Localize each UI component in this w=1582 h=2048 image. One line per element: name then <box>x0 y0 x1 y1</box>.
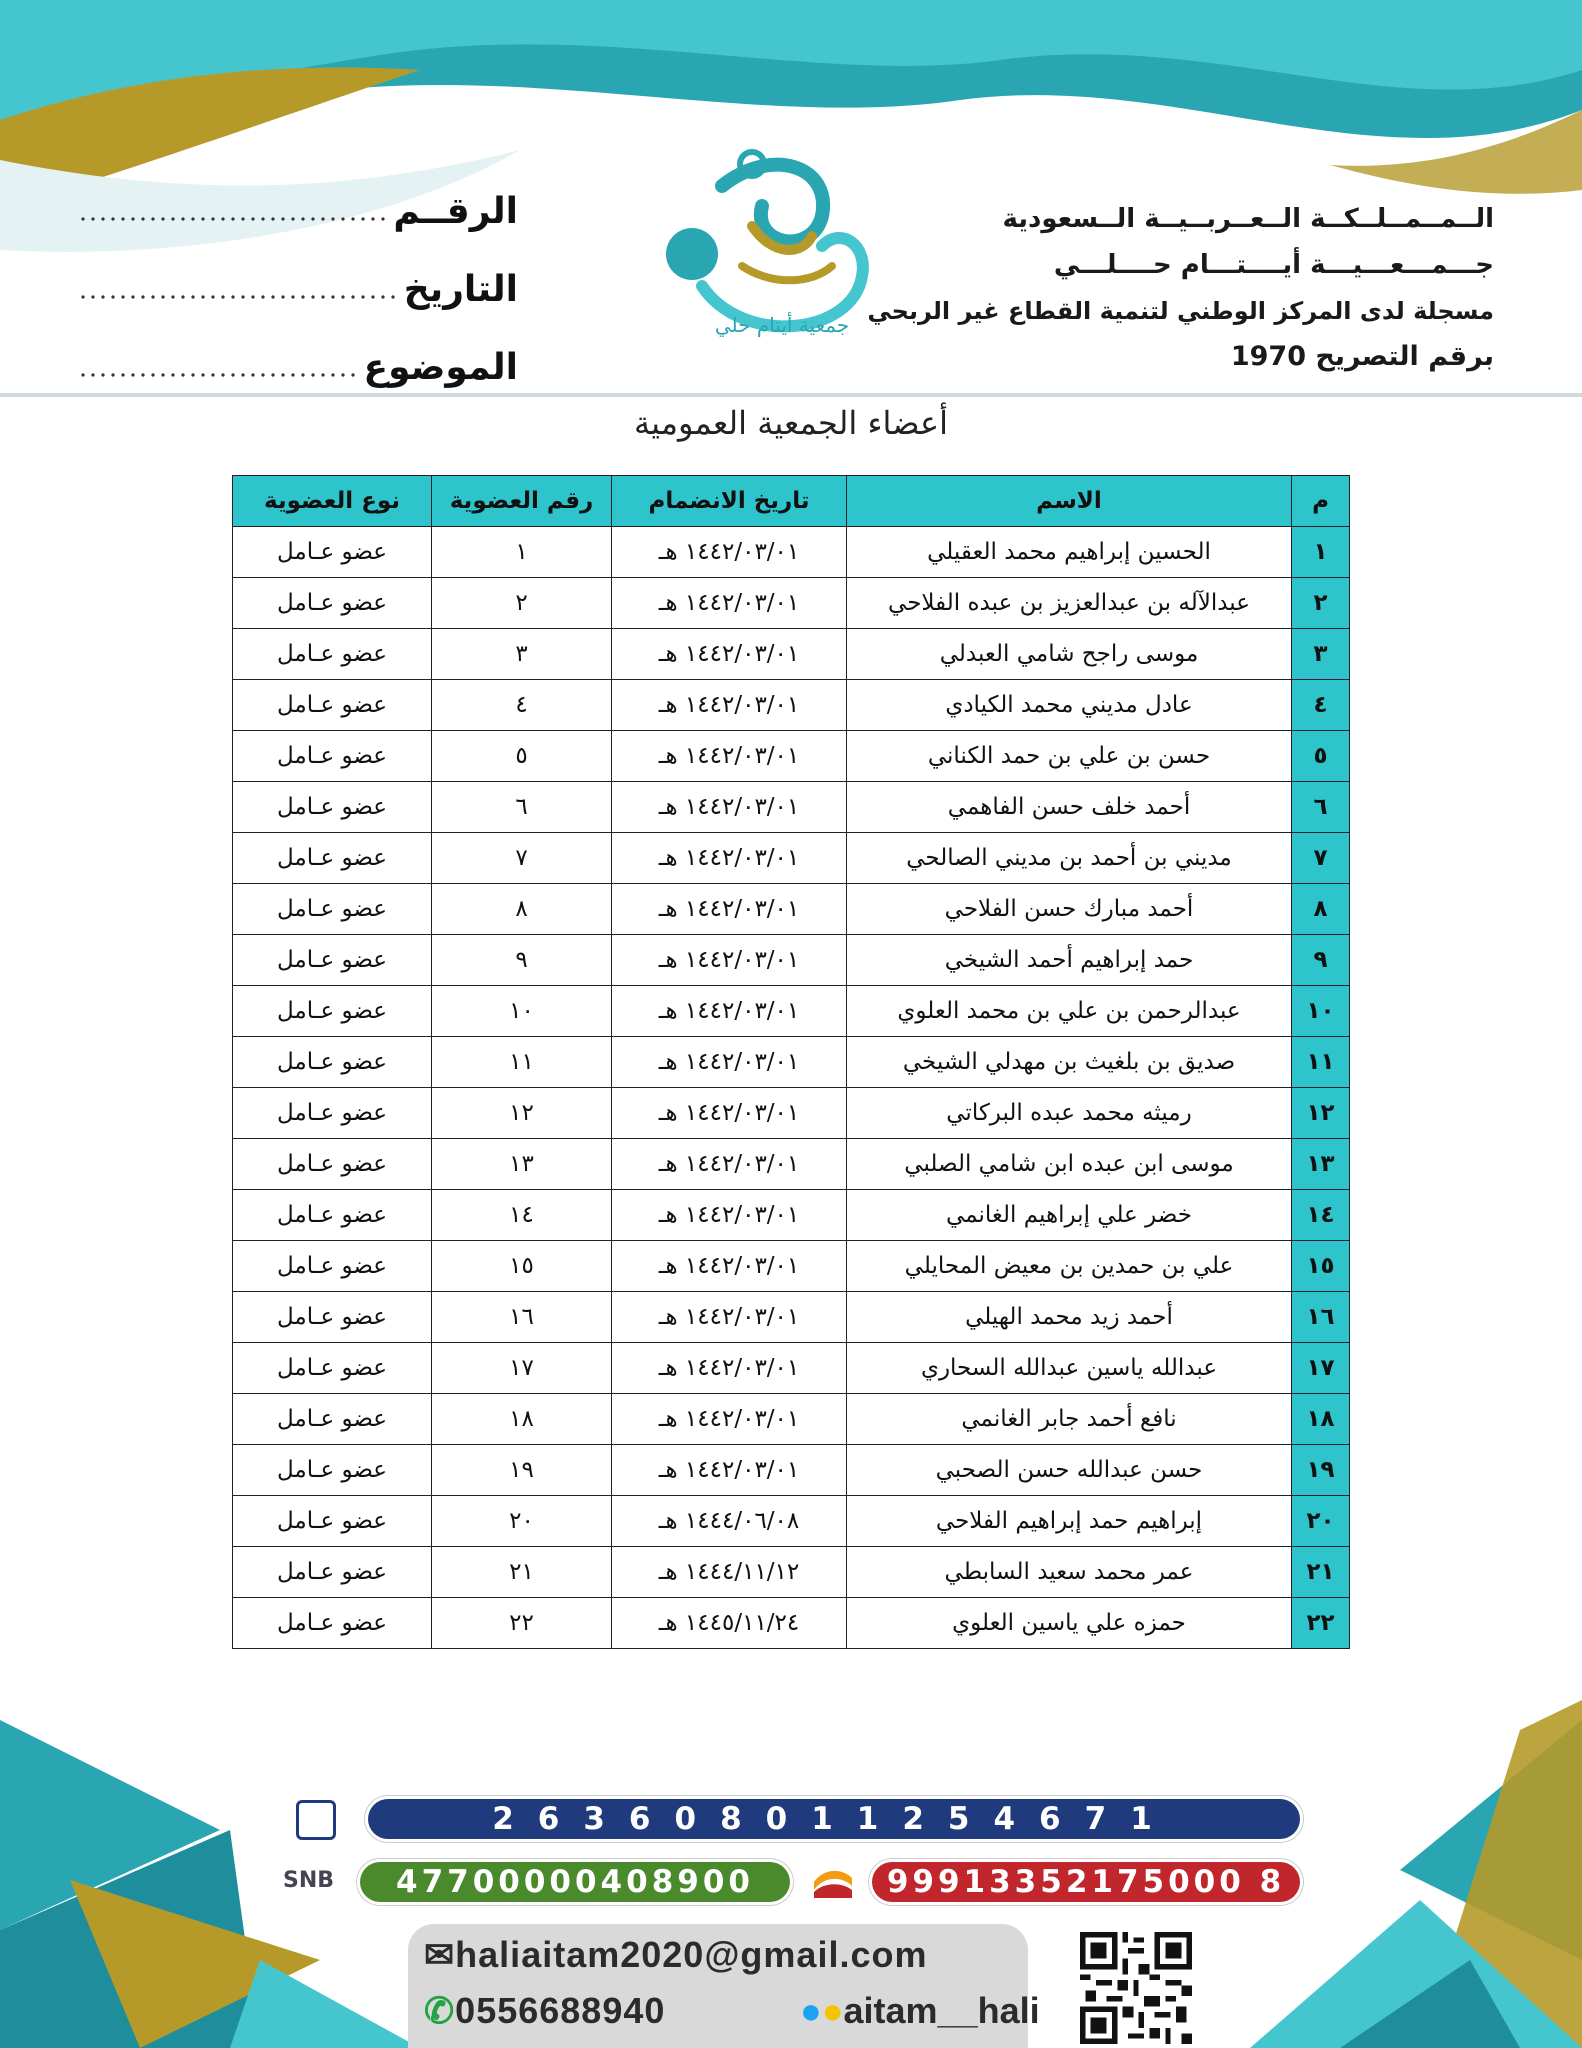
member-no-cell: ٢٠ <box>432 1496 612 1547</box>
header-divider <box>0 393 1582 397</box>
join-date-cell: ١٤٤٢/٠٣/٠١ هـ <box>612 935 847 986</box>
member-no-cell: ١ <box>432 527 612 578</box>
table-row <box>233 1598 1350 1649</box>
member-no-cell: ٢٢ <box>432 1598 612 1649</box>
table-row <box>233 629 1350 680</box>
member-no-cell: ٣ <box>432 629 612 680</box>
member-seq-cell: ٢ <box>1292 578 1350 629</box>
phone-number[interactable] <box>424 1990 665 2032</box>
member-seq-cell: ١٤ <box>1292 1190 1350 1241</box>
join-date-cell: ١٤٤٢/٠٣/٠١ هـ <box>612 1445 847 1496</box>
join-date-cell: ١٤٤٢/٠٣/٠١ هـ <box>612 1088 847 1139</box>
member-type-cell: عضو عـامل <box>233 1241 432 1292</box>
member-name-cell: نافع أحمد جابر الغانمي <box>847 1394 1292 1445</box>
ref-number-dots <box>78 216 385 222</box>
member-name-cell: علي بن حمدين بن معيض المحايلي <box>847 1241 1292 1292</box>
join-date-cell: ١٤٤٢/٠٣/٠١ هـ <box>612 578 847 629</box>
license-number: برقم التصريح 1970 <box>1230 341 1494 372</box>
member-name-cell: الحسين إبراهيم محمد العقيلي <box>847 527 1292 578</box>
bank-logo-icon <box>296 1800 336 1840</box>
member-seq-cell: ٢٠ <box>1292 1496 1350 1547</box>
member-no-cell: ١١ <box>432 1037 612 1088</box>
member-name-cell: خضر علي إبراهيم الغانمي <box>847 1190 1292 1241</box>
phone-text: 0556688940 <box>455 1990 666 2031</box>
member-name-cell: صديق بن بلغيث بن مهدلي الشيخي <box>847 1037 1292 1088</box>
member-no-cell: ١٥ <box>432 1241 612 1292</box>
member-no-cell: ٤ <box>432 680 612 731</box>
member-name-cell: حمزه علي ياسين العلوي <box>847 1598 1292 1649</box>
member-name-cell: عبدالله ياسين عبدالله السحاري <box>847 1343 1292 1394</box>
member-type-cell: عضو عـامل <box>233 527 432 578</box>
table-row <box>233 1496 1350 1547</box>
join-date-cell: ١٤٤٢/٠٣/٠١ هـ <box>612 1037 847 1088</box>
ref-date-dots <box>78 294 396 300</box>
member-seq-cell: ٧ <box>1292 833 1350 884</box>
member-type-cell: عضو عـامل <box>233 1547 432 1598</box>
table-row <box>233 1394 1350 1445</box>
member-no-cell: ٧ <box>432 833 612 884</box>
table-row <box>233 833 1350 884</box>
table-row <box>233 884 1350 935</box>
join-date-cell: ١٤٤٢/٠٣/٠١ هـ <box>612 782 847 833</box>
member-seq-cell: ٩ <box>1292 935 1350 986</box>
member-seq-cell: ١٩ <box>1292 1445 1350 1496</box>
table-row <box>233 986 1350 1037</box>
bank-account-blue: 263608011254671 <box>368 1799 1300 1839</box>
social-text: aitam__hali <box>843 1990 1040 2031</box>
member-type-cell: عضو عـامل <box>233 578 432 629</box>
member-type-cell: عضو عـامل <box>233 1343 432 1394</box>
member-type-cell: عضو عـامل <box>233 986 432 1037</box>
member-type-cell: عضو عـامل <box>233 1394 432 1445</box>
reference-fields <box>78 172 518 406</box>
ref-number-label: الرقــم <box>393 190 518 232</box>
join-date-cell: ١٤٤٢/٠٣/٠١ هـ <box>612 1241 847 1292</box>
table-row <box>233 578 1350 629</box>
header-join-date: تاريخ الانضمام <box>612 476 847 527</box>
member-no-cell: ١٢ <box>432 1088 612 1139</box>
ref-number-row <box>78 172 518 250</box>
join-date-cell: ١٤٤٢/٠٣/٠١ هـ <box>612 833 847 884</box>
member-type-cell: عضو عـامل <box>233 731 432 782</box>
table-row <box>233 1241 1350 1292</box>
ref-date-label: التاريخ <box>403 268 518 310</box>
member-no-cell: ٨ <box>432 884 612 935</box>
ref-subject-label: الموضوع <box>363 346 518 388</box>
email-address[interactable]: ✉haliaitam2020@gmail.com <box>424 1934 928 1975</box>
member-seq-cell: ٦ <box>1292 782 1350 833</box>
member-no-cell: ١٩ <box>432 1445 612 1496</box>
member-no-cell: ٢ <box>432 578 612 629</box>
member-type-cell: عضو عـامل <box>233 782 432 833</box>
qr-code-icon[interactable] <box>1080 1932 1192 2044</box>
join-date-cell: ١٤٤٤/١١/١٢ هـ <box>612 1547 847 1598</box>
ref-date-row <box>78 250 518 328</box>
member-seq-cell: ١٨ <box>1292 1394 1350 1445</box>
member-name-cell: أحمد مبارك حسن الفلاحي <box>847 884 1292 935</box>
member-no-cell: ٦ <box>432 782 612 833</box>
table-row <box>233 1037 1350 1088</box>
email-text: haliaitam2020@gmail.com <box>455 1934 928 1975</box>
member-type-cell: عضو عـامل <box>233 1037 432 1088</box>
country-line: الــمــمــلــكــة الــعــربــيــة الــسعودية <box>1002 204 1494 234</box>
member-type-cell: عضو عـامل <box>233 833 432 884</box>
bank-account-green: 47700000408900 <box>360 1862 790 1902</box>
snb-label: SNB <box>283 1868 335 1893</box>
member-name-cell: إبراهيم حمد إبراهيم الفلاحي <box>847 1496 1292 1547</box>
association-name: جـــمـــعـــيـــة أيــــتـــام حــــلـــي <box>1053 250 1494 280</box>
table-body <box>233 527 1350 1649</box>
member-seq-cell: ٣ <box>1292 629 1350 680</box>
member-seq-cell: ٥ <box>1292 731 1350 782</box>
member-seq-cell: ١٥ <box>1292 1241 1350 1292</box>
member-name-cell: رميثه محمد عبده البركاتي <box>847 1088 1292 1139</box>
join-date-cell: ١٤٤٢/٠٣/٠١ هـ <box>612 1139 847 1190</box>
member-no-cell: ١٣ <box>432 1139 612 1190</box>
table-row <box>233 1190 1350 1241</box>
member-seq-cell: ٤ <box>1292 680 1350 731</box>
member-no-cell: ١٠ <box>432 986 612 1037</box>
table-header-row <box>233 476 1350 527</box>
join-date-cell: ١٤٤٢/٠٣/٠١ هـ <box>612 680 847 731</box>
table-row <box>233 680 1350 731</box>
join-date-cell: ١٤٤٢/٠٣/٠١ هـ <box>612 1292 847 1343</box>
join-date-cell: ١٤٤٢/٠٣/٠١ هـ <box>612 986 847 1037</box>
table-row <box>233 527 1350 578</box>
twitter-icon: ● <box>800 1990 822 2031</box>
member-seq-cell: ١ <box>1292 527 1350 578</box>
bank-account-red: 99913352175000 8 <box>872 1862 1300 1902</box>
header-member-no: رقم العضوية <box>432 476 612 527</box>
member-no-cell: ٢١ <box>432 1547 612 1598</box>
member-name-cell: حسن بن علي بن حمد الكناني <box>847 731 1292 782</box>
member-type-cell: عضو عـامل <box>233 680 432 731</box>
join-date-cell: ١٤٤٢/٠٣/٠١ هـ <box>612 731 847 782</box>
join-date-cell: ١٤٤٢/٠٣/٠١ هـ <box>612 527 847 578</box>
member-type-cell: عضو عـامل <box>233 1292 432 1343</box>
member-name-cell: عادل مديني محمد الكيادي <box>847 680 1292 731</box>
join-date-cell: ١٤٤٤/٠٦/٠٨ هـ <box>612 1496 847 1547</box>
member-type-cell: عضو عـامل <box>233 1598 432 1649</box>
member-name-cell: موسى ابن عبده ابن شامي الصلبي <box>847 1139 1292 1190</box>
member-name-cell: عبدالآله بن عبدالعزيز بن عبده الفلاحي <box>847 578 1292 629</box>
member-seq-cell: ١٠ <box>1292 986 1350 1037</box>
header-name: الاسم <box>847 476 1292 527</box>
member-no-cell: ٩ <box>432 935 612 986</box>
header-num: م <box>1292 476 1350 527</box>
table-row <box>233 1088 1350 1139</box>
member-no-cell: ١٧ <box>432 1343 612 1394</box>
table-row <box>233 1547 1350 1598</box>
table-row <box>233 782 1350 833</box>
member-type-cell: عضو عـامل <box>233 1190 432 1241</box>
member-seq-cell: ٨ <box>1292 884 1350 935</box>
member-seq-cell: ١٢ <box>1292 1088 1350 1139</box>
member-no-cell: ١٦ <box>432 1292 612 1343</box>
table-row <box>233 1343 1350 1394</box>
member-name-cell: موسى راجح شامي العبدلي <box>847 629 1292 680</box>
member-no-cell: ١٤ <box>432 1190 612 1241</box>
member-no-cell: ٥ <box>432 731 612 782</box>
association-logo <box>632 136 892 366</box>
logo-text: جمعية أيتام حلي <box>714 313 850 337</box>
member-seq-cell: ١٣ <box>1292 1139 1350 1190</box>
ref-subject-dots <box>78 372 355 378</box>
table-row <box>233 1292 1350 1343</box>
bank-swoosh-icon <box>810 1862 856 1902</box>
table-row <box>233 1445 1350 1496</box>
member-seq-cell: ١١ <box>1292 1037 1350 1088</box>
registration-line: مسجلة لدى المركز الوطني لتنمية القطاع غير الربحي <box>867 297 1494 325</box>
whatsapp-icon: ✆ <box>424 1990 456 2031</box>
document-title: أعضاء الجمعية العمومية <box>634 404 948 442</box>
member-name-cell: أحمد خلف حسن الفاهمي <box>847 782 1292 833</box>
member-type-cell: عضو عـامل <box>233 1445 432 1496</box>
member-type-cell: عضو عـامل <box>233 1496 432 1547</box>
member-type-cell: عضو عـامل <box>233 1139 432 1190</box>
member-name-cell: حسن عبدالله حسن الصحبي <box>847 1445 1292 1496</box>
join-date-cell: ١٤٤٢/٠٣/٠١ هـ <box>612 629 847 680</box>
member-type-cell: عضو عـامل <box>233 884 432 935</box>
member-name-cell: مديني بن أحمد بن مديني الصالحي <box>847 833 1292 884</box>
join-date-cell: ١٤٤٢/٠٣/٠١ هـ <box>612 1343 847 1394</box>
member-seq-cell: ٢٢ <box>1292 1598 1350 1649</box>
member-type-cell: عضو عـامل <box>233 1088 432 1139</box>
member-type-cell: عضو عـامل <box>233 629 432 680</box>
member-type-cell: عضو عـامل <box>233 935 432 986</box>
member-name-cell: عبدالرحمن بن علي بن محمد العلوي <box>847 986 1292 1037</box>
join-date-cell: ١٤٤٢/٠٣/٠١ هـ <box>612 1394 847 1445</box>
member-seq-cell: ٢١ <box>1292 1547 1350 1598</box>
member-name-cell: عمر محمد سعيد السابطي <box>847 1547 1292 1598</box>
table-row <box>233 935 1350 986</box>
table-row <box>233 731 1350 782</box>
snapchat-icon: ● <box>821 1990 844 2031</box>
member-seq-cell: ١٧ <box>1292 1343 1350 1394</box>
member-name-cell: حمد إبراهيم أحمد الشيخي <box>847 935 1292 986</box>
member-seq-cell: ١٦ <box>1292 1292 1350 1343</box>
member-no-cell: ١٨ <box>432 1394 612 1445</box>
join-date-cell: ١٤٤٢/٠٣/٠١ هـ <box>612 884 847 935</box>
join-date-cell: ١٤٤٢/٠٣/٠١ هـ <box>612 1190 847 1241</box>
social-handle[interactable] <box>800 1990 1040 2032</box>
join-date-cell: ١٤٤٥/١١/٢٤ هـ <box>612 1598 847 1649</box>
member-name-cell: أحمد زيد محمد الهيلي <box>847 1292 1292 1343</box>
header-member-type: نوع العضوية <box>233 476 432 527</box>
table-row <box>233 1139 1350 1190</box>
members-table <box>232 475 1350 1649</box>
organization-header <box>867 196 1494 380</box>
